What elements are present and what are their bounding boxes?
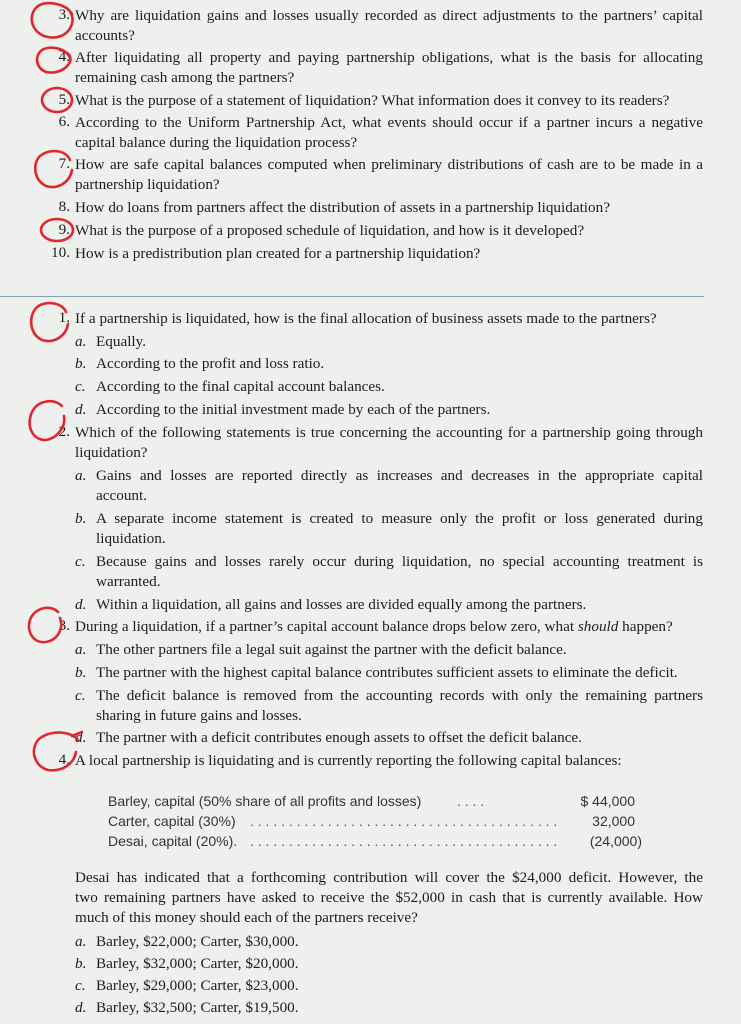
leader-dots: . . . . . . . . . . . . . . . . . . . . . . . . . . . . . . . . . . . . . . . . <box>250 813 558 829</box>
question-number: 9. <box>58 221 70 238</box>
choice-letter: c. <box>75 977 86 994</box>
question-5-line-1: What is the purpose of a statement of liquidation? What information does it convey to its readers? <box>75 92 670 109</box>
choice-letter: a. <box>75 333 87 350</box>
question-8-line-1: How do loans from partners affect the distribution of assets in a partnership liquidation? <box>75 199 610 216</box>
choice-letter: d. <box>75 401 87 418</box>
problem-3-text-pre: During a liquidation, if a partner’s capital account balance drops below zero, what <box>75 618 578 635</box>
question-3-line-1: Why are liquidation gains and losses usually recorded as direct adjustments to the partners’ capital <box>75 7 703 24</box>
question-number: 3. <box>58 6 70 23</box>
choice-letter: d. <box>75 596 87 613</box>
balance-amount-barley: $ 44,000 <box>580 793 635 809</box>
problem-2-choice-c-line-2: warranted. <box>96 573 161 590</box>
problem-number: 4. <box>58 751 70 768</box>
choice-letter: a. <box>75 933 87 950</box>
question-6-line-1: According to the Uniform Partnership Act, what events should occur if a partner incurs a negative <box>75 114 703 131</box>
problem-number: 1. <box>58 309 70 326</box>
balance-label-desai: Desai, capital (20%). <box>108 833 238 849</box>
problem-3-text <box>75 617 673 637</box>
choice-letter: c. <box>75 378 86 395</box>
problem-4-choice-c: Barley, $29,000; Carter, $23,000. <box>96 977 299 994</box>
choice-letter: c. <box>75 553 86 570</box>
problem-2-choice-a-line-1: Gains and losses are reported directly as increases and decreases in the appropriate capital <box>96 467 703 484</box>
balance-label-barley: Barley, capital (50% share of all profits and losses) <box>108 793 422 809</box>
balance-label-carter: Carter, capital (30%) <box>108 813 236 829</box>
leader-dots: . . . . . . . . . . . . . . . . . . . . . . . . . . . . . . . . . . . . . . . . <box>250 833 558 849</box>
choice-letter: b. <box>75 355 87 372</box>
problem-2-line-2: liquidation? <box>75 444 148 461</box>
problem-number: 3. <box>58 617 70 634</box>
problem-4-choice-b: Barley, $32,000; Carter, $20,000. <box>96 955 299 972</box>
problem-3-choice-c-line-1: The deficit balance is removed from the accounting records with only the remaining partners <box>96 687 703 704</box>
balance-amount-carter: 32,000 <box>592 813 635 829</box>
problem-3-choice-c-line-2: sharing in future gains and losses. <box>96 707 302 724</box>
question-4-line-2: remaining cash among the partners? <box>75 69 295 86</box>
question-4-line-1: After liquidating all property and paying partnership obligations, what is the basis for allocating <box>75 49 703 66</box>
problem-1-choice-c: According to the final capital account balances. <box>96 378 385 395</box>
choice-letter: c. <box>75 687 86 704</box>
section-divider <box>0 296 704 297</box>
problem-number: 2. <box>58 423 70 440</box>
balance-amount-desai: (24,000) <box>589 833 642 849</box>
question-3-line-2: accounts? <box>75 27 135 44</box>
choice-letter: a. <box>75 641 87 658</box>
problem-1-choice-b: According to the profit and loss ratio. <box>96 355 325 372</box>
question-7-line-1: How are safe capital balances computed when preliminary distributions of cash are to be made in a <box>75 156 703 173</box>
problem-3-text-post: happen? <box>618 618 673 635</box>
choice-letter: d. <box>75 999 87 1016</box>
problem-4-choice-a: Barley, $22,000; Carter, $30,000. <box>96 933 299 950</box>
question-number: 6. <box>58 113 70 130</box>
question-number: 5. <box>58 91 70 108</box>
problem-1-choice-a: Equally. <box>96 333 147 350</box>
question-9-line-1: What is the purpose of a proposed schedule of liquidation, and how is it developed? <box>75 222 585 239</box>
problem-2-choice-a-line-2: account. <box>96 487 148 504</box>
problem-3-text-emphasis: should <box>577 618 619 635</box>
question-number: 4. <box>58 48 70 65</box>
problem-2-choice-b-line-2: liquidation. <box>96 530 166 547</box>
problem-4-choice-d: Barley, $32,500; Carter, $19,500. <box>96 999 299 1016</box>
problem-4-paragraph-line-1: Desai has indicated that a forthcoming contribution will cover the $24,000 deficit. However, the <box>75 869 703 886</box>
problem-2-choice-b-line-1: A separate income statement is created to measure only the profit or loss generated during <box>96 510 703 527</box>
question-6-line-2: capital balance during the liquidation process? <box>75 134 358 151</box>
choice-letter: b. <box>75 510 87 527</box>
problem-2-line-1: Which of the following statements is true concerning the accounting for a partnership going through <box>75 424 703 441</box>
problem-1-text: If a partnership is liquidated, how is the final allocation of business assets made to the partners? <box>75 310 657 327</box>
problem-2-choice-d: Within a liquidation, all gains and losses are divided equally among the partners. <box>96 596 587 613</box>
problem-4-text: A local partnership is liquidating and is currently reporting the following capital balances: <box>75 752 622 769</box>
choice-letter: b. <box>75 955 87 972</box>
problem-2-choice-c-line-1: Because gains and losses rarely occur during liquidation, no special accounting treatment is <box>96 553 703 570</box>
question-number: 8. <box>58 198 70 215</box>
problem-1-choice-d: According to the initial investment made by each of the partners. <box>96 401 491 418</box>
problem-3-choice-b: The partner with the highest capital balance contributes sufficient assets to eliminate the deficit. <box>96 664 678 681</box>
problem-4-paragraph-line-2: two remaining partners have asked to receive the $52,000 in cash that is currently available. How <box>75 889 703 906</box>
choice-letter: a. <box>75 467 87 484</box>
problem-3-choice-d: The partner with a deficit contributes enough assets to offset the deficit balance. <box>96 729 582 746</box>
question-number: 7. <box>58 155 70 172</box>
choice-letter: d. <box>75 729 87 746</box>
problem-3-choice-a: The other partners file a legal suit against the partner with the deficit balance. <box>96 641 567 658</box>
choice-letter: b. <box>75 664 87 681</box>
leader-dots: . . . . <box>457 793 485 809</box>
question-10-line-1: How is a predistribution plan created for a partnership liquidation? <box>75 245 481 262</box>
problem-4-paragraph-line-3: much of this money should each of the partners receive? <box>75 909 418 926</box>
question-7-line-2: partnership liquidation? <box>75 176 220 193</box>
question-number: 10. <box>51 244 70 261</box>
